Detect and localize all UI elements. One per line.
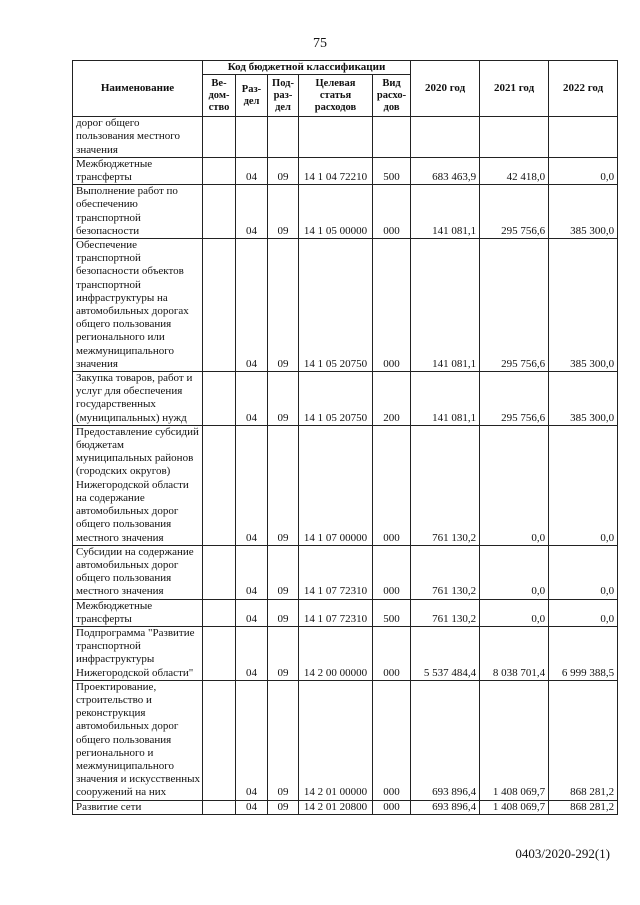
row-podrazdel (268, 117, 299, 158)
row-vedomstvo (203, 157, 236, 184)
row-podrazdel: 09 (268, 545, 299, 599)
row-celevaya: 14 1 04 72210 (299, 157, 373, 184)
row-2021: 1 408 069,7 (480, 680, 549, 800)
header-vid: Вид расхо-дов (373, 75, 411, 117)
table-row (73, 117, 618, 158)
row-podrazdel: 09 (268, 800, 299, 814)
budget-table (72, 60, 618, 815)
row-2022: 385 300,0 (549, 239, 618, 372)
row-celevaya (299, 117, 373, 158)
row-name: Подпрограмма "Развитие транспортной инфраструктуры Нижегородской области" (73, 626, 203, 680)
row-razdel: 04 (236, 680, 268, 800)
row-name: Предоставление субсидий бюджетам муниципальных районов (городских округов) Нижегородской области на содержание автомобильных дорог общего пользования местного значения (73, 425, 203, 545)
row-podrazdel: 09 (268, 372, 299, 426)
row-razdel: 04 (236, 185, 268, 239)
row-2020: 693 896,4 (411, 800, 480, 814)
table-row (73, 680, 618, 800)
row-2022: 6 999 388,5 (549, 626, 618, 680)
row-vedomstvo (203, 372, 236, 426)
row-name: Проектирование, строительство и реконструкция автомобильных дорог общего пользования регионального и межмуниципального значения и искусственных сооружений на них (73, 680, 203, 800)
row-2020: 5 537 484,4 (411, 626, 480, 680)
row-vedomstvo (203, 800, 236, 814)
row-2020: 141 081,1 (411, 185, 480, 239)
row-2021: 1 408 069,7 (480, 800, 549, 814)
row-2020: 761 130,2 (411, 425, 480, 545)
row-vid: 200 (373, 372, 411, 426)
row-2021: 8 038 701,4 (480, 626, 549, 680)
header-2020: 2020 год (411, 61, 480, 117)
row-vedomstvo (203, 599, 236, 626)
row-podrazdel: 09 (268, 680, 299, 800)
row-podrazdel: 09 (268, 157, 299, 184)
row-vedomstvo (203, 680, 236, 800)
row-2022: 868 281,2 (549, 680, 618, 800)
row-razdel: 04 (236, 800, 268, 814)
row-celevaya: 14 2 01 00000 (299, 680, 373, 800)
row-razdel (236, 117, 268, 158)
row-name: дорог общего пользования местного значения (73, 117, 203, 158)
row-vedomstvo (203, 425, 236, 545)
table-row (73, 599, 618, 626)
row-vid: 000 (373, 425, 411, 545)
row-2022: 0,0 (549, 157, 618, 184)
row-podrazdel: 09 (268, 626, 299, 680)
table-row (73, 800, 618, 814)
row-celevaya: 14 1 07 00000 (299, 425, 373, 545)
header-2022: 2022 год (549, 61, 618, 117)
row-celevaya: 14 1 07 72310 (299, 599, 373, 626)
row-2021: 42 418,0 (480, 157, 549, 184)
row-vid: 000 (373, 626, 411, 680)
row-name: Выполнение работ по обеспечению транспортной безопасности (73, 185, 203, 239)
row-name: Обеспечение транспортной безопасности объектов транспортной инфраструктуры на автомобильных дорогах общего пользования регионального или межмуниципального значения (73, 239, 203, 372)
row-2020: 683 463,9 (411, 157, 480, 184)
row-2020: 761 130,2 (411, 599, 480, 626)
header-vedomstvo: Ве-дом-ство (203, 75, 236, 117)
row-razdel: 04 (236, 157, 268, 184)
header-celevaya: Целевая статья расходов (299, 75, 373, 117)
document-code: 0403/2020-292(1) (515, 846, 610, 861)
row-2021: 0,0 (480, 545, 549, 599)
row-name: Субсидии на содержание автомобильных дорог общего пользования местного значения (73, 545, 203, 599)
row-podrazdel: 09 (268, 425, 299, 545)
row-vedomstvo (203, 545, 236, 599)
row-celevaya: 14 1 05 20750 (299, 372, 373, 426)
row-razdel: 04 (236, 425, 268, 545)
row-vid: 000 (373, 800, 411, 814)
row-celevaya: 14 1 05 20750 (299, 239, 373, 372)
row-2021 (480, 117, 549, 158)
row-2020: 761 130,2 (411, 545, 480, 599)
row-2022: 0,0 (549, 599, 618, 626)
table-row (73, 239, 618, 372)
row-2021: 295 756,6 (480, 372, 549, 426)
row-2020 (411, 117, 480, 158)
row-vedomstvo (203, 185, 236, 239)
table-row (73, 185, 618, 239)
row-vid: 500 (373, 599, 411, 626)
row-vedomstvo (203, 117, 236, 158)
table-row (73, 425, 618, 545)
header-code-group: Код бюджетной классификации (203, 61, 411, 75)
row-podrazdel: 09 (268, 185, 299, 239)
row-vid: 000 (373, 545, 411, 599)
row-2022 (549, 117, 618, 158)
row-vid: 000 (373, 239, 411, 372)
row-vid: 000 (373, 185, 411, 239)
header-podrazdel: Под-раз-дел (268, 75, 299, 117)
header-name: Наименование (73, 61, 203, 117)
row-razdel: 04 (236, 372, 268, 426)
row-razdel: 04 (236, 545, 268, 599)
row-vedomstvo (203, 626, 236, 680)
row-vid: 000 (373, 680, 411, 800)
row-celevaya: 14 2 01 20800 (299, 800, 373, 814)
page-number: 75 (313, 36, 327, 51)
table-row (73, 545, 618, 599)
header-2021: 2021 год (480, 61, 549, 117)
table-row (73, 372, 618, 426)
row-celevaya: 14 1 05 00000 (299, 185, 373, 239)
row-vedomstvo (203, 239, 236, 372)
row-2020: 693 896,4 (411, 680, 480, 800)
table-row (73, 157, 618, 184)
row-2021: 295 756,6 (480, 239, 549, 372)
row-2021: 0,0 (480, 425, 549, 545)
row-2022: 385 300,0 (549, 372, 618, 426)
row-2020: 141 081,1 (411, 372, 480, 426)
row-2021: 0,0 (480, 599, 549, 626)
row-celevaya: 14 2 00 00000 (299, 626, 373, 680)
row-razdel: 04 (236, 626, 268, 680)
row-vid: 500 (373, 157, 411, 184)
row-vid (373, 117, 411, 158)
row-2022: 0,0 (549, 545, 618, 599)
table-row (73, 626, 618, 680)
row-name: Межбюджетные трансферты (73, 157, 203, 184)
row-razdel: 04 (236, 599, 268, 626)
row-2022: 868 281,2 (549, 800, 618, 814)
row-2020: 141 081,1 (411, 239, 480, 372)
row-2021: 295 756,6 (480, 185, 549, 239)
header-razdel: Раз-дел (236, 75, 268, 117)
row-celevaya: 14 1 07 72310 (299, 545, 373, 599)
row-name: Закупка товаров, работ и услуг для обеспечения государственных (муниципальных) нужд (73, 372, 203, 426)
row-podrazdel: 09 (268, 239, 299, 372)
row-name: Межбюджетные трансферты (73, 599, 203, 626)
row-name: Развитие сети (73, 800, 203, 814)
row-2022: 0,0 (549, 425, 618, 545)
row-podrazdel: 09 (268, 599, 299, 626)
row-razdel: 04 (236, 239, 268, 372)
row-2022: 385 300,0 (549, 185, 618, 239)
